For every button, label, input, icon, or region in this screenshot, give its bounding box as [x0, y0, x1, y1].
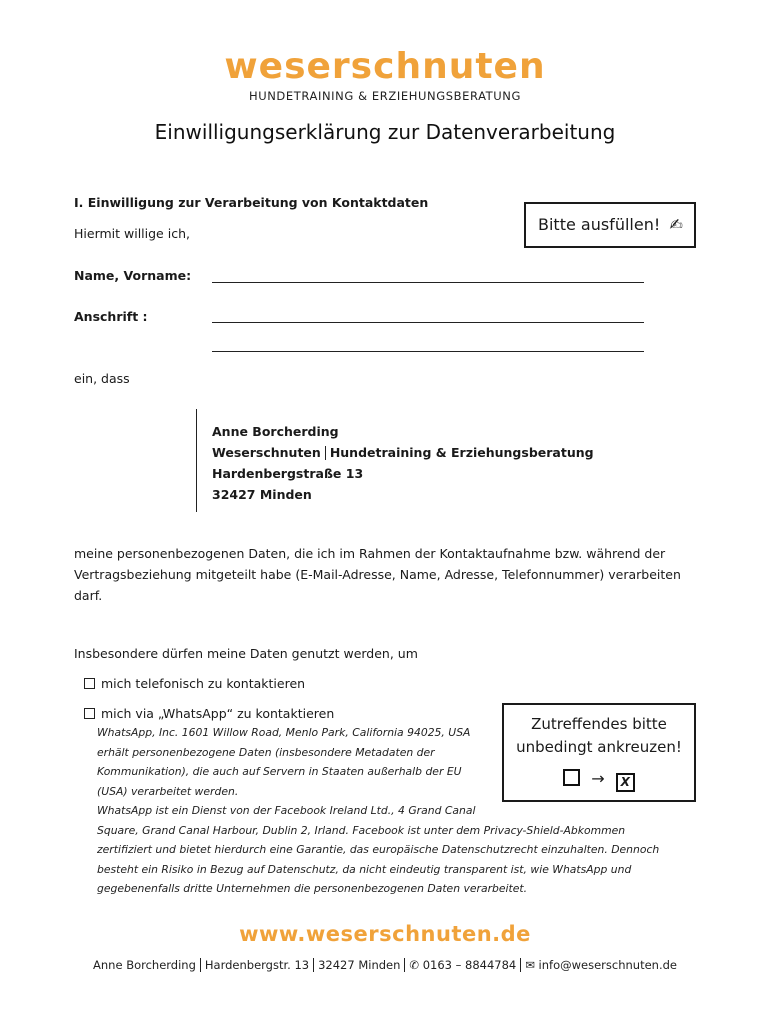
whatsapp-checkbox[interactable] [84, 708, 95, 719]
name-field[interactable] [212, 282, 644, 283]
mail-icon: ✉ [525, 958, 535, 972]
recipient-company-sub: Hundetraining & Erziehungsberatung [329, 445, 594, 460]
footer-name: Anne Borcherding [93, 958, 196, 972]
section-heading: I. Einwilligung zur Verarbeitung von Kontaktdaten [74, 195, 429, 210]
note-line: gegebenenfalls dritte Unternehmen die personenbezogenen Daten verarbeitet. [97, 882, 528, 895]
empty-checkbox-icon [563, 769, 580, 786]
recipient-address [212, 421, 594, 505]
phone-icon: ✆ [409, 958, 420, 972]
recipient-name: Anne Borcherding [212, 424, 339, 439]
footer-email[interactable]: info@weserschnuten.de [538, 958, 677, 972]
check-hint-line-1: Zutreffendes bitte [531, 715, 667, 733]
footer-city: 32427 Minden [318, 958, 401, 972]
recipient-street: Hardenbergstraße 13 [212, 466, 364, 481]
option-phone-label: mich telefonisch zu kontaktieren [101, 676, 306, 691]
option-whatsapp[interactable] [84, 706, 334, 721]
consent-connector: ein, dass [74, 371, 130, 386]
option-whatsapp-label: mich via „WhatsApp“ zu kontaktieren [101, 706, 335, 721]
brand-logo: weserschnuten [224, 46, 546, 87]
check-hint-line-2: unbedingt ankreuzen! [516, 738, 682, 756]
note-line: zertifiziert und bietet hierdurch eine Garantie, das europäische Datenschutzrecht einzuhalten. Dennoch [97, 843, 660, 856]
separator [325, 446, 326, 460]
fill-hint-text: Bitte ausfüllen! [538, 215, 661, 234]
note-line: WhatsApp ist ein Dienst von der Facebook Ireland Ltd., 4 Grand Canal [97, 804, 476, 817]
separator [520, 958, 521, 972]
writing-hand-icon: ✍ [669, 215, 683, 234]
recipient-company: Weserschnuten [212, 445, 321, 460]
name-label: Name, Vorname: [74, 268, 192, 283]
note-line: besteht ein Risiko in Bezug auf Datenschutz, da nicht eindeutig transparent ist, wie WhatsApp und [97, 862, 632, 876]
note-line: Kommunikation), die auch auf Servern in Staaten außerhalb der EU [97, 765, 462, 778]
check-hint-box [502, 703, 696, 802]
phone-checkbox[interactable] [84, 678, 95, 689]
note-line: erhält personenbezogene Daten (insbesondere Metadaten der [97, 745, 435, 759]
purpose-intro: Insbesondere dürfen meine Daten genutzt werden, um [74, 646, 418, 661]
footer-phone[interactable]: 0163 – 8844784 [422, 958, 517, 972]
separator [404, 958, 405, 972]
note-line: Square, Grand Canal Harbour, Dublin 2, Irland. Facebook ist unter dem Privacy-Shield-Abkommen [97, 823, 626, 837]
recipient-city: 32427 Minden [212, 487, 312, 502]
consent-paragraph-line: darf. [74, 588, 103, 603]
option-phone[interactable] [84, 676, 305, 691]
address-field-line-2[interactable] [212, 351, 644, 352]
footer-street: Hardenbergstr. 13 [204, 958, 310, 972]
separator [313, 958, 314, 972]
intro-text: Hiermit willige ich, [74, 226, 190, 241]
note-line: (USA) verarbeitet werden. [97, 784, 239, 798]
address-label: Anschrift : [74, 309, 148, 324]
footer-contact [0, 958, 770, 972]
recipient-divider [196, 409, 197, 512]
consent-paragraph [74, 543, 681, 606]
fill-hint-box [524, 202, 696, 248]
separator [200, 958, 201, 972]
arrow-icon: → [591, 769, 605, 788]
website-link[interactable]: www.weserschnuten.de [239, 922, 531, 946]
consent-paragraph-line: Vertragsbeziehung mitgeteilt habe (E-Mail-Adresse, Name, Adresse, Telefonnummer) verarbeiten [74, 567, 681, 582]
tagline: HUNDETRAINING & ERZIEHUNGSBERATUNG [248, 89, 522, 103]
checked-checkbox-icon: X [616, 773, 635, 792]
note-line: WhatsApp, Inc. 1601 Willow Road, Menlo Park, California 94025, USA [97, 726, 471, 739]
page-title: Einwilligungserklärung zur Datenverarbeitung [154, 120, 616, 144]
consent-paragraph-line: meine personenbezogenen Daten, die ich im Rahmen der Kontaktaufnahme bzw. während der [74, 546, 666, 561]
address-field-line-1[interactable] [212, 322, 644, 323]
recipient-company-line [212, 442, 594, 463]
